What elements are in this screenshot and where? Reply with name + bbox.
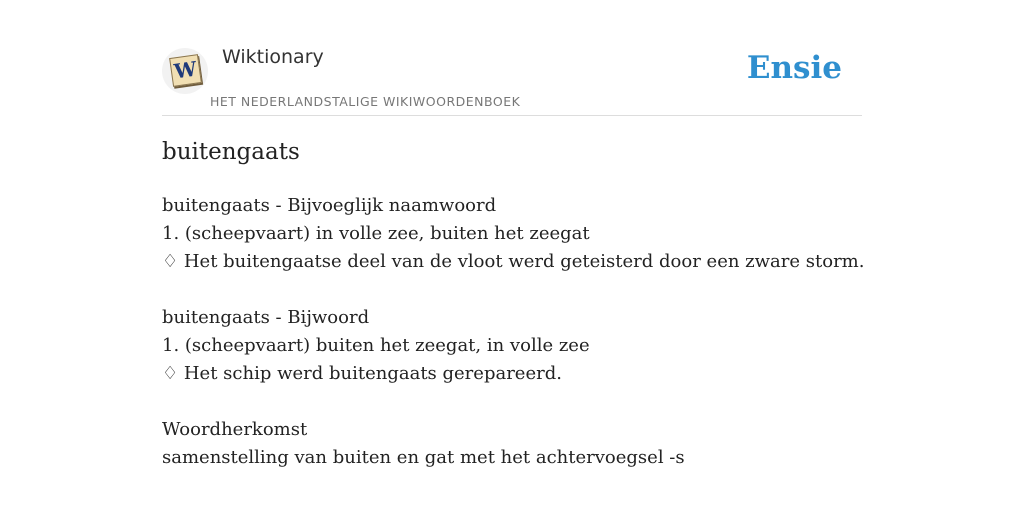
definition: 1. (scheepvaart) buiten het zeegat, in volle zee [162, 335, 590, 356]
site-header [162, 44, 862, 116]
site-name[interactable]: Wiktionary [222, 46, 324, 68]
definition: 1. (scheepvaart) in volle zee, buiten het zeegat [162, 223, 590, 244]
etymology-heading: Woordherkomst [162, 419, 308, 440]
logo-tile: W [169, 54, 202, 87]
wiktionary-logo-icon[interactable] [162, 48, 208, 94]
entry-content [162, 192, 865, 472]
spacer [162, 388, 862, 416]
site-subtitle: HET NEDERLANDSTALIGE WIKIWOORDENBOEK [210, 94, 521, 109]
page-title: buitengaats [162, 139, 300, 165]
example: ♢ Het buitengaatse deel van de vloot werd geteisterd door een zware storm. [162, 251, 865, 272]
etymology-text: samenstelling van buiten en gat met het achtervoegsel -s [162, 447, 685, 468]
section-heading: buitengaats - Bijvoeglijk naamwoord [162, 195, 497, 216]
example: ♢ Het schip werd buitengaats gerepareerd. [162, 363, 562, 384]
spacer [162, 276, 862, 304]
section-heading: buitengaats - Bijwoord [162, 307, 370, 328]
brand-logo[interactable]: Ensie [746, 50, 842, 86]
